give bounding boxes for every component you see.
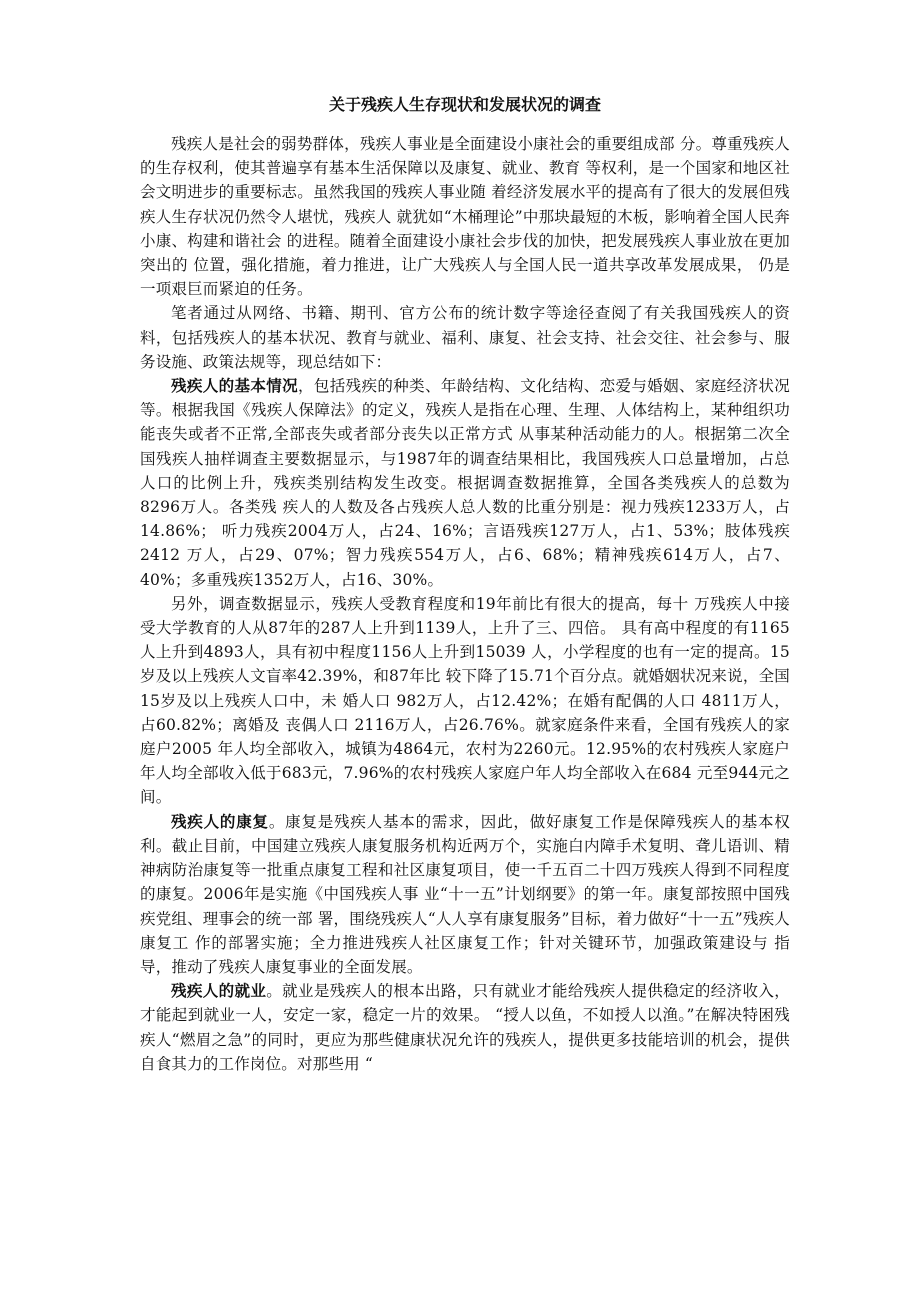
- paragraph-employment: [140, 979, 790, 1076]
- section-heading-employment: 残疾人的就业: [171, 982, 267, 1001]
- paragraph-text: 。康复是残疾人基本的需求，因此，做好康复工作是保障残疾人的基本权利。截止目前，中国建立残疾人康复服务机构近两万个，实施白内障手术复明、聋儿语训、精神病防治康复等一批重点康复工程和社区康复项目，使一千五百二十四万残疾人得到不同程度的康复。2006年是实施《中国残疾人事 业“十一五”计划纲要》的第一年。康复部按照中国残疾党组、理事会的统一部 署，围绕残疾人“人人享有康复服务”目标，着力做好“十一五”残疾人康复工 作的部署实施；全力推进残疾人社区康复工作；针对关键环节，加强政策建设与 指导，推动了残疾人康复事业的全面发展。: [140, 812, 791, 976]
- paragraph-text: 。就业是残疾人的根本出路，只有就业才能给残疾人提供稳定的经济收入，才能起到就业一人，安定一家，稳定一片的效果。 “授人以鱼，不如授人以渔。”在解决特困残疾人“燃眉之急”的同时，更应为那些健康状况允许的残疾人，提供更多技能培训的机会，提供自食其力的工作岗位。对那些用 “: [140, 982, 790, 1073]
- paragraph-rehabilitation: [140, 810, 790, 979]
- paragraph-basic-situation: [140, 374, 790, 592]
- paragraph-text: 笔者通过从网络、书籍、期刊、官方公布的统计数字等途径查阅了有关我国残疾人的资料，包括残疾人的基本状况、教育与就业、福利、康复、社会支持、社会交往、社会参与、服务设施、政策法规等，现总结如下：: [140, 304, 790, 371]
- paragraph-method: [140, 301, 790, 374]
- paragraph-text: 另外，调查数据显示，残疾人受教育程度和19年前比有很大的提高，每十 万残疾人中接受大学教育的人从87年的287人上升到1139人，上升了三、四倍。 具有高中程度的有1165人上升到4893人，具有初中程度1156人上升到15039 人，小学程度的也有一定的提高。15岁及以上残疾人文盲率42.39%，和87年比 较下降了15.71个百分点。就婚姻状况来说，全国15岁及以上残疾人口中，未 婚人口 982万人，占12.42%；在婚有配偶的人口 4811万人，占60.82%；离婚及 丧偶人口 2116万人，占26.76%。就家庭条件来看，全国有残疾人的家庭户2005 年人均全部收入，城镇为4864元，农村为2260元。12.95%的农村残疾人家庭户 年人均全部收入低于683元，7.96%的农村残疾人家庭户年人均全部收入在684 元至944元之间。: [140, 594, 790, 807]
- paragraph-text: 残疾人是社会的弱势群体，残疾人事业是全面建设小康社会的重要组成部 分。尊重残疾人的生存权利，使其普遍享有基本生活保障以及康复、就业、教育 等权利，是一个国家和地区社会文明进步的重要标志。虽然我国的残疾人事业随 着经济发展水平的提高有了很大的发展但残疾人生存状况仍然令人堪忧，残疾人 就犹如“木桶理论”中那块最短的木板，影响着全国人民奔小康、构建和谐社会 的进程。随着全面建设小康社会步伐的加快，把发展残疾人事业放在更加突出的 位置，强化措施，着力推进，让广大残疾人与全国人民一道共享改革发展成果， 仍是一项艰巨而紧迫的任务。: [140, 135, 790, 299]
- section-heading-rehabilitation: 残疾人的康复: [171, 812, 269, 831]
- section-heading-basic-situation: 残疾人的基本情况: [171, 377, 299, 396]
- paragraph-intro: [140, 132, 790, 301]
- paragraph-text: ，包括残疾的种类、年龄结构、文化结构、恋爱与婚姻、家庭经济状况等。根据我国《残疾人保障法》的定义，残疾人是指在心理、生理、人体结构上，某种组织功能丧失或者不正常,全部丧失或者部分丧失以正常方式 从事某种活动能力的人。根据第二次全国残疾人抽样调查主要数据显示，与1987年的调查结果相比，我国残疾人口总量增加，占总人口的比例上升，残疾类别结构发生改变。根据调查数据推算，全国各类残疾人的总数为8296万人。各类残 疾人的人数及各占残疾人总人数的比重分别是：视力残疾1233万人，占14.86%； 听力残疾2004万人，占24、16%；言语残疾127万人，占1、53%；肢体残疾2412 万人，占29、07%；智力残疾554万人，占6、68%；精神残疾614万人，占7、 40%；多重残疾1352万人，占16、30%。: [140, 377, 790, 589]
- document-page: [140, 92, 790, 1076]
- paragraph-education-marriage-income: [140, 592, 790, 810]
- document-title: 关于残疾人生存现状和发展状况的调查: [328, 95, 601, 114]
